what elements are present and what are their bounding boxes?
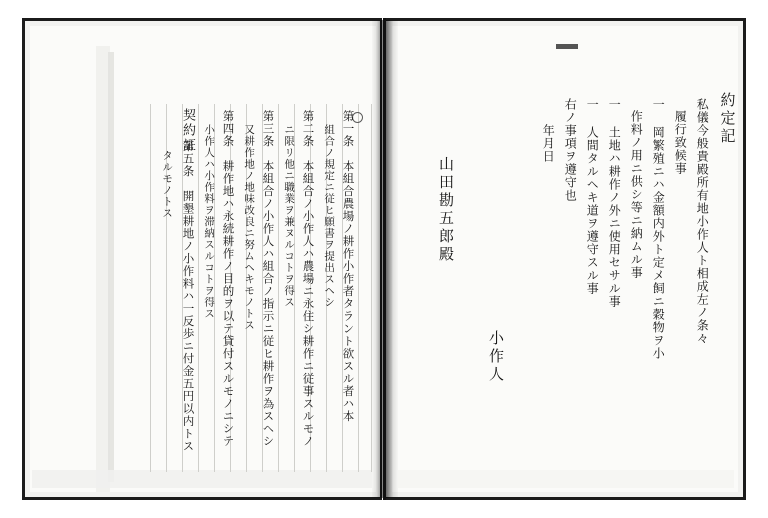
addressee-label: 山田勘五郎殿: [437, 156, 455, 264]
left-page-column-2: 組合ノ規定ニ従ヒ願書ヲ提出スヘシ: [323, 124, 336, 308]
scan-artifact: [398, 470, 734, 488]
right-page-column-1: 約定記: [718, 92, 737, 146]
left-page-title: 契約証: [180, 108, 195, 153]
right-page-column-3: 履行致候事: [673, 110, 688, 175]
left-page-column-5: 第三条 本組合ノ小作人ハ組合ノ指示ニ従ヒ耕作ヲ為スヘシ: [261, 110, 276, 448]
left-page-column-1: 第一条 本組合農場ノ耕作小作者タラント欲スル者ハ本: [341, 110, 356, 423]
right-page-column-4: 一 岡繁殖ニハ金額内外ト定メ飼ニ穀物ヲ小: [651, 98, 666, 360]
left-page-column-9: 第五条 開墾耕地ノ小作料ハ一反歩ニ付金五円以内トス: [181, 140, 196, 453]
right-page-column-9: 年月日: [541, 124, 556, 163]
signature-label: 小作人: [487, 330, 505, 384]
left-page-column-6: 又耕作地ノ地味改良ニ努ムヘキモノトス: [243, 124, 256, 331]
left-page-column-8: 小作人ハ小作料ヲ滞納スルコトヲ得ス: [203, 124, 216, 320]
ink-mark: [556, 44, 578, 49]
left-page-column-7: 第四条 耕作地ハ永続耕作ノ目的ヲ以テ貸付スルモノニシテ: [221, 110, 236, 448]
right-page-column-8: 右ノ事項ヲ遵守也: [563, 98, 578, 202]
left-page-column-10: タルモノトス: [161, 150, 174, 219]
scan-artifact: [108, 52, 114, 482]
left-page-column-3: 第二条 本組合ノ小作人ハ農場ニ永住シ耕作ニ従事スルモノ: [301, 110, 316, 448]
right-page-column-5: 作料ノ用ニ供シ等ニ納ムル事: [629, 110, 644, 279]
right-page-column-7: 一 人間タルヘキ道ヲ遵守スル事: [585, 98, 600, 295]
book-spine: [383, 18, 386, 500]
right-page-column-6: 一 土地ハ耕作ノ外ニ使用セサル事: [607, 98, 622, 308]
left-page-column-4: ニ限リ他ニ職業ヲ兼ヌルコトヲ得ス: [283, 124, 296, 308]
right-page-column-2: 私儀今般貴殿所有地小作人ト相成左ノ条々: [695, 98, 710, 345]
